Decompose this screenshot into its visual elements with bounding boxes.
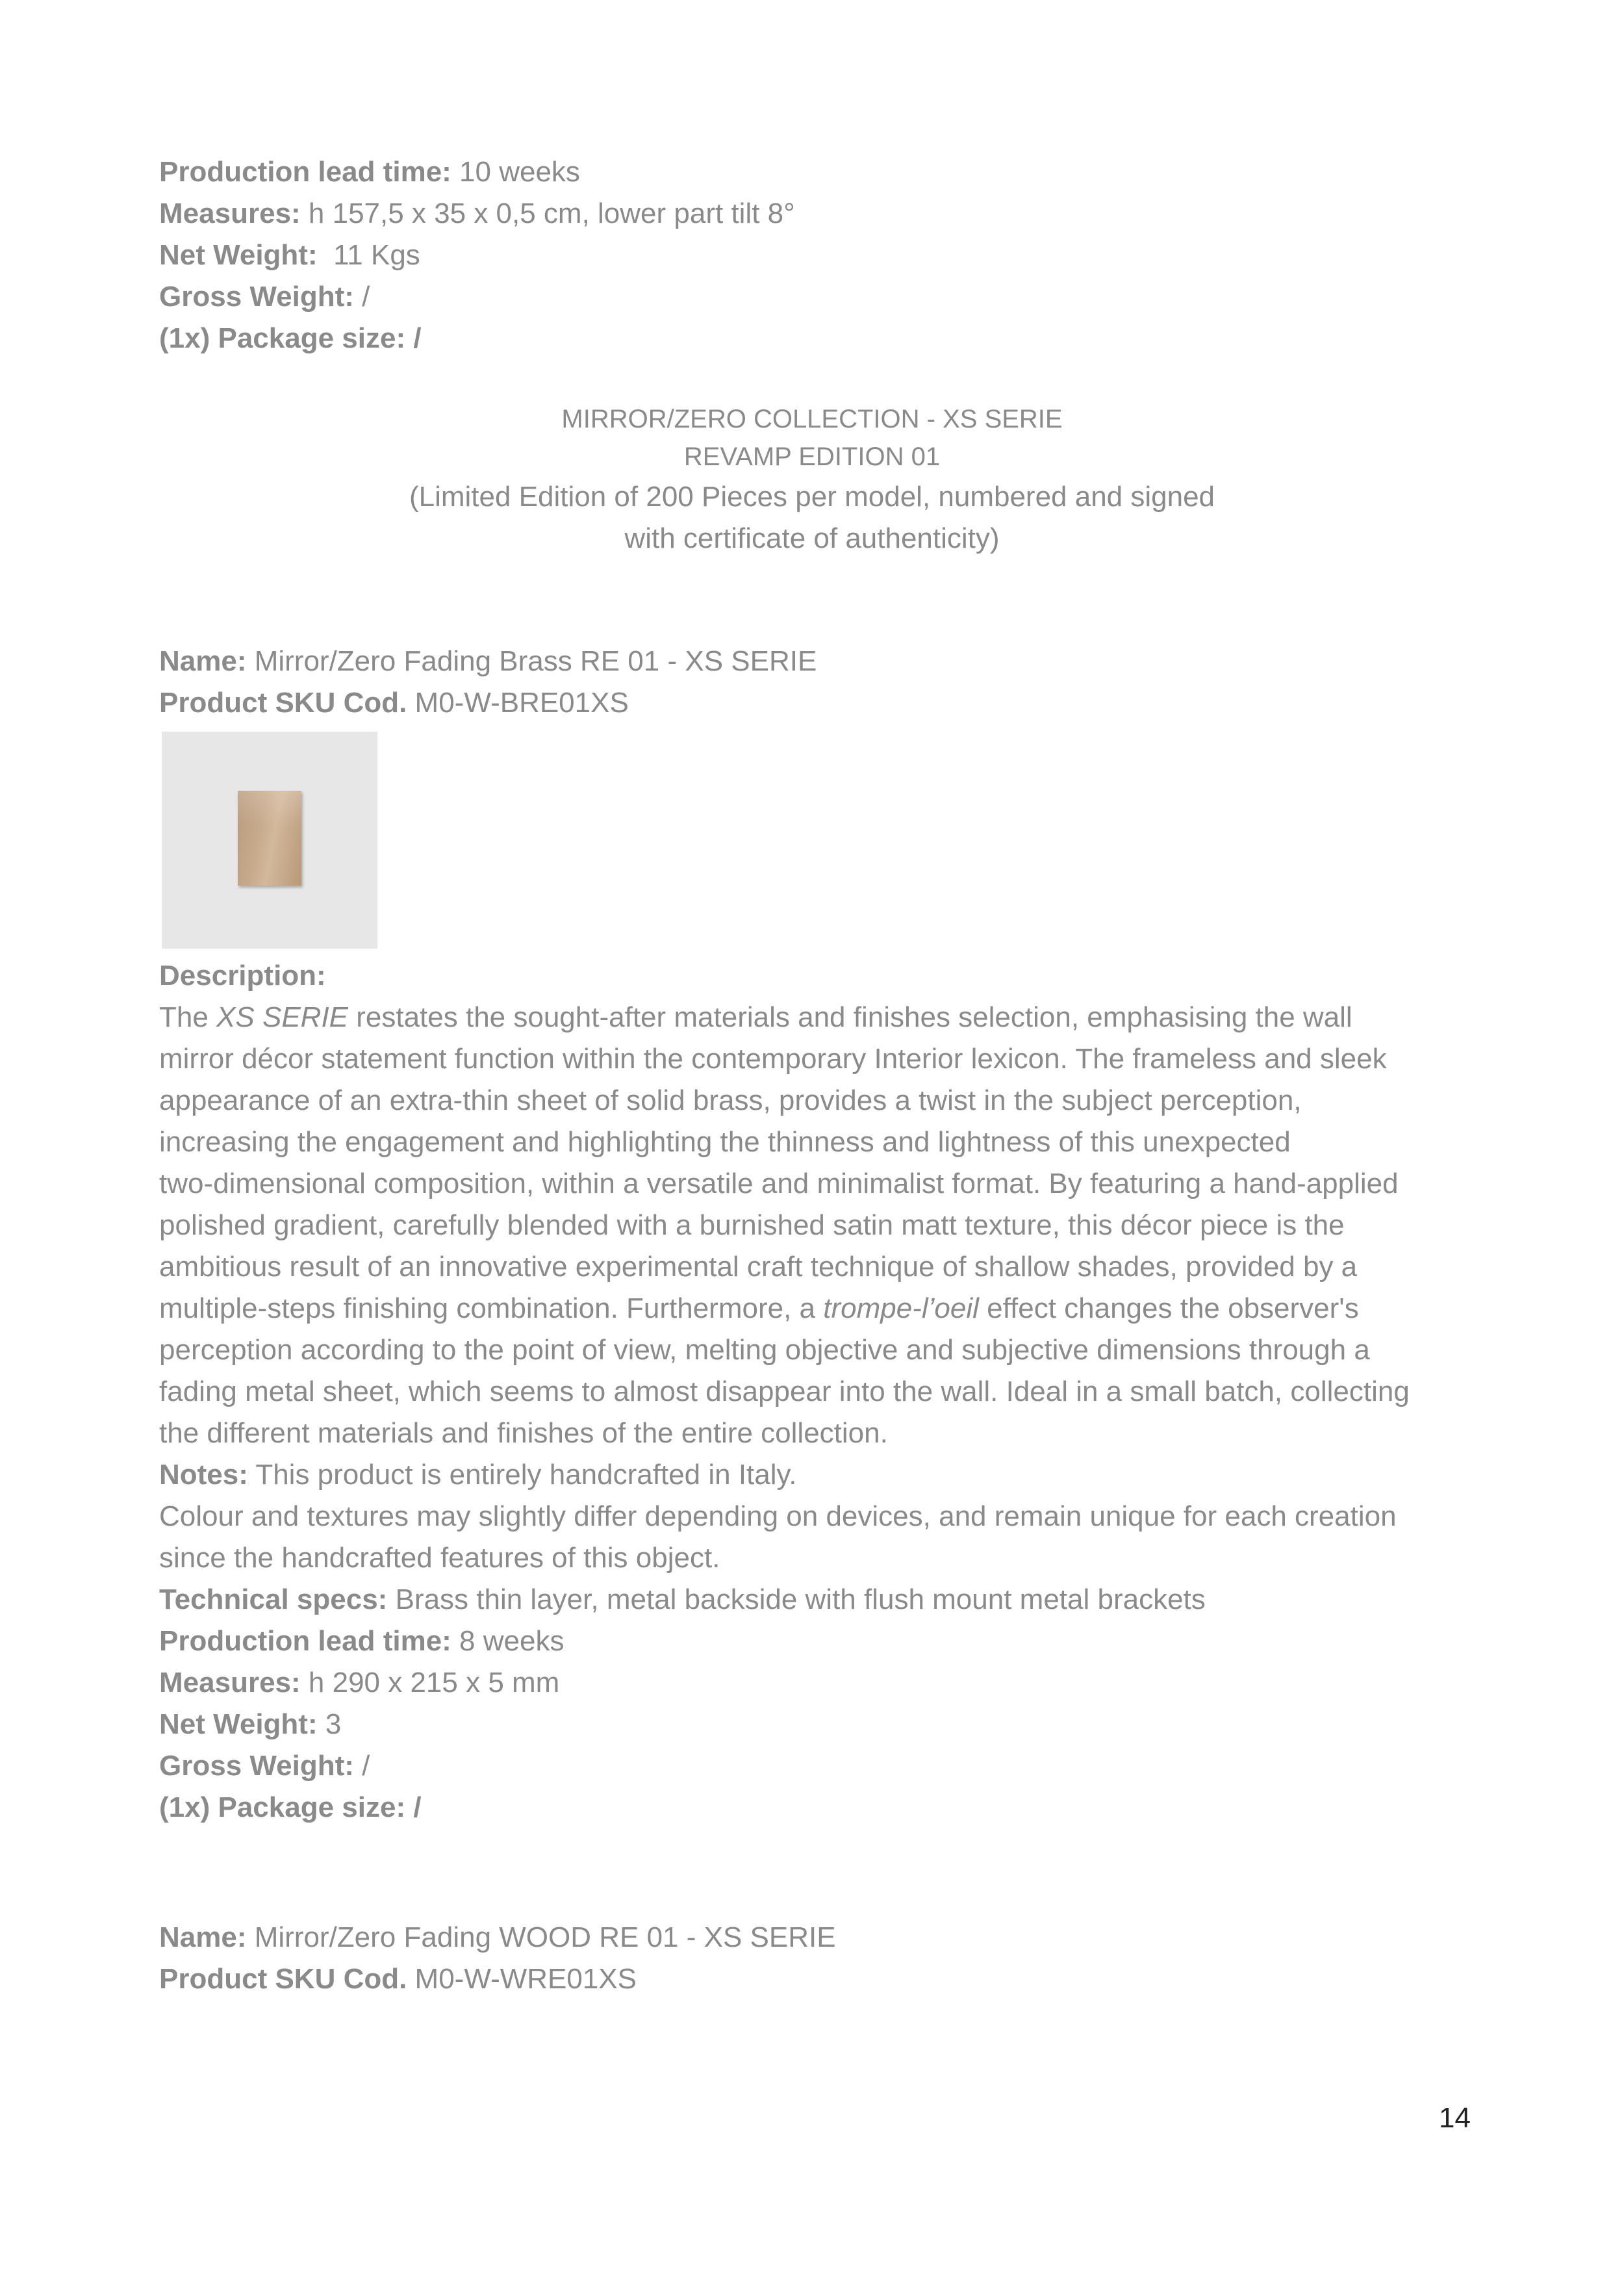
product-sku-line bbox=[159, 1958, 637, 2000]
page-number: 14 bbox=[1439, 2102, 1471, 2134]
product-name-label: Name: bbox=[159, 645, 247, 677]
lead-time-label: Production lead time: bbox=[159, 1625, 451, 1657]
brass-mirror-image bbox=[238, 791, 301, 886]
description-text: restates the sought-after materials and finishes selection, emphasising the wall bbox=[348, 1001, 1352, 1033]
package-size-label: (1x) Package size: / bbox=[159, 322, 422, 354]
technical-specs-label: Technical specs: bbox=[159, 1583, 388, 1615]
product-name-value: Mirror/Zero Fading Brass RE 01 - XS SERIE bbox=[246, 645, 817, 677]
package-size-label: (1x) Package size: / bbox=[159, 1791, 422, 1823]
gross-weight-value: / bbox=[353, 1750, 370, 1782]
product-sku-value: M0-W-BRE01XS bbox=[407, 687, 629, 719]
colour-note-line-2: since the handcrafted features of this object. bbox=[159, 1542, 720, 1574]
description-line: fading metal sheet, which seems to almost disappear into the wall. Ideal in a small batch, collecting bbox=[159, 1376, 1410, 1407]
lead-time-value: 10 weeks bbox=[451, 156, 580, 188]
description-body bbox=[159, 997, 1491, 1454]
colour-note-line-1: Colour and textures may slightly differ depending on devices, and remain unique for each creation bbox=[159, 1500, 1397, 1532]
description-line bbox=[159, 997, 1491, 1038]
description-italic-text: XS SERIE bbox=[216, 1001, 349, 1033]
notes-line bbox=[159, 1454, 796, 1496]
measures-label: Measures: bbox=[159, 198, 301, 229]
measures-label: Measures: bbox=[159, 1667, 301, 1699]
measures-line bbox=[159, 1662, 559, 1704]
gross-weight-value: / bbox=[353, 281, 370, 313]
description-text: effect changes the observer's bbox=[978, 1292, 1359, 1324]
limited-edition-line-2: with certificate of authenticity) bbox=[624, 522, 1000, 554]
gross-weight-line bbox=[159, 276, 370, 318]
package-size-line bbox=[159, 318, 422, 359]
net-weight-label: Net Weight: bbox=[159, 239, 318, 271]
lead-time-label: Production lead time: bbox=[159, 156, 451, 188]
net-weight-label: Net Weight: bbox=[159, 1708, 318, 1740]
description-line: increasing the engagement and highlighting the thinness and lightness of this unexpected bbox=[159, 1126, 1291, 1158]
product-sku-line bbox=[159, 682, 629, 724]
description-text: multiple-steps finishing combination. Furthermore, a bbox=[159, 1292, 824, 1324]
technical-specs-value: Brass thin layer, metal backside with flush mount metal brackets bbox=[387, 1583, 1206, 1615]
technical-specs-line bbox=[159, 1579, 1206, 1621]
description-line: polished gradient, carefully blended with a burnished satin matt texture, this décor piece is the bbox=[159, 1209, 1345, 1241]
net-weight-line bbox=[159, 235, 420, 276]
product-sku-value: M0-W-WRE01XS bbox=[407, 1963, 637, 1995]
product-sku-label: Product SKU Cod. bbox=[159, 1963, 407, 1995]
limited-edition-line-1: (Limited Edition of 200 Pieces per model, numbered and signed bbox=[409, 481, 1215, 513]
product-name-value: Mirror/Zero Fading WOOD RE 01 - XS SERIE bbox=[246, 1921, 836, 1953]
description-label: Description: bbox=[159, 960, 326, 992]
notes-label: Notes: bbox=[159, 1459, 248, 1491]
net-weight-line bbox=[159, 1704, 341, 1745]
product-sku-label: Product SKU Cod. bbox=[159, 687, 407, 719]
net-weight-value: 3 bbox=[317, 1708, 342, 1740]
measures-line bbox=[159, 193, 795, 235]
product-name-line bbox=[159, 641, 817, 682]
measures-value: h 157,5 x 35 x 0,5 cm, lower part tilt 8° bbox=[300, 198, 795, 229]
gross-weight-line bbox=[159, 1745, 370, 1787]
description-line: appearance of an extra-thin sheet of solid brass, provides a twist in the subject perception, bbox=[159, 1084, 1302, 1116]
net-weight-value: 11 Kgs bbox=[317, 239, 420, 271]
description-line: ambitious result of an innovative experimental craft technique of shallow shades, provided by a bbox=[159, 1251, 1358, 1283]
gross-weight-label: Gross Weight: bbox=[159, 281, 354, 313]
description-heading bbox=[159, 955, 326, 997]
description-text: The bbox=[159, 1001, 217, 1033]
measures-value: h 290 x 215 x 5 mm bbox=[300, 1667, 560, 1699]
description-line: perception according to the point of view, melting objective and subjective dimensions through a bbox=[159, 1334, 1370, 1366]
package-size-line bbox=[159, 1787, 422, 1828]
product-thumbnail bbox=[162, 732, 377, 949]
collection-title: MIRROR/ZERO COLLECTION - XS SERIE bbox=[561, 405, 1063, 433]
description-line: mirror décor statement function within the contemporary Interior lexicon. The frameless and sleek bbox=[159, 1043, 1387, 1075]
description-line: two-dimensional composition, within a versatile and minimalist format. By featuring a hand-applied bbox=[159, 1168, 1399, 1199]
description-line bbox=[159, 1288, 1491, 1329]
lead-time-line bbox=[159, 151, 580, 193]
description-italic-text: trompe-l’oeil bbox=[823, 1292, 979, 1324]
gross-weight-label: Gross Weight: bbox=[159, 1750, 354, 1782]
notes-value: This product is entirely handcrafted in Italy. bbox=[247, 1459, 797, 1491]
description-line: the different materials and finishes of the entire collection. bbox=[159, 1417, 888, 1449]
lead-time-line bbox=[159, 1621, 564, 1662]
product-name-label: Name: bbox=[159, 1921, 247, 1953]
collection-edition: REVAMP EDITION 01 bbox=[683, 442, 941, 471]
lead-time-value: 8 weeks bbox=[451, 1625, 565, 1657]
product-name-line bbox=[159, 1917, 836, 1958]
